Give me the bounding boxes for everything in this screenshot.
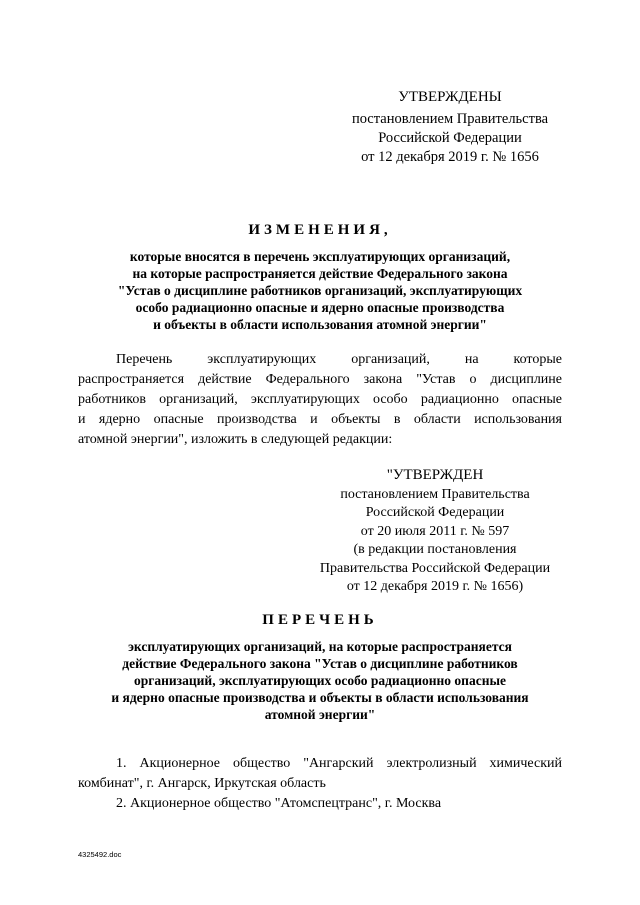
changes-subtitle [70, 248, 570, 333]
paragraph-line: и ядерно опасные производства и объекты в области использования [78, 412, 562, 427]
body-paragraph [78, 350, 562, 450]
approval-heading: УТВЕРЖДЕНЫ [398, 89, 502, 105]
quoted-approval-line: от 12 декабря 2019 г. № 1656) [346, 579, 524, 594]
list-item [78, 754, 562, 794]
quoted-approval-block [310, 466, 560, 597]
organization-list [78, 754, 562, 814]
paragraph-line: работников организаций, эксплуатирующих особо радиационно опасные [78, 392, 562, 407]
subtitle-line: и объекты в области использования атомной энергии" [153, 317, 487, 332]
list-item [78, 794, 562, 814]
subtitle-line: организаций, эксплуатирующих особо радиационно опасные [133, 673, 507, 688]
paragraph-line: распространяется действие Федерального закона "Устав о дисциплине [78, 372, 562, 387]
quoted-approval-line: постановлением Правительства [340, 486, 530, 502]
list-subtitle [70, 638, 570, 723]
subtitle-line: которые вносятся в перечень эксплуатирующих организаций, [129, 249, 511, 264]
subtitle-line: на которые распространяется действие Федерального закона [132, 266, 508, 281]
approval-line: Российской Федерации [378, 130, 522, 146]
subtitle-line: эксплуатирующих организаций, на которые распространяется [128, 639, 512, 654]
paragraph-line: атомной энергии", изложить в следующей редакции: [78, 432, 393, 447]
subtitle-line: и ядерно опасные производства и объекты в области использования [111, 690, 529, 705]
subtitle-line: особо радиационно опасные и ядерно опасные производства [135, 300, 505, 315]
paragraph-line: Перечень эксплуатирующих организаций, на которые [116, 352, 562, 367]
list-item-line: комбинат", г. Ангарск, Иркутская область [78, 776, 326, 791]
approval-line: постановлением Правительства [351, 111, 549, 127]
quoted-approval-line: (в редакции постановления [353, 542, 517, 557]
quoted-approval-line: от 20 июля 2011 г. № 597 [360, 523, 510, 539]
approval-line: от 12 декабря 2019 г. № 1656 [361, 149, 539, 165]
approval-block [330, 88, 570, 167]
subtitle-line: действие Федерального закона "Устав о дисциплине работников [122, 656, 518, 671]
document-id: 4325492.doc [78, 850, 122, 859]
quoted-approval-heading: "УТВЕРЖДЕН [386, 467, 484, 483]
changes-title: ИЗМЕНЕНИЯ, [248, 222, 392, 238]
subtitle-line: атомной энергии" [264, 707, 376, 722]
list-title: ПЕРЕЧЕНЬ [262, 612, 378, 628]
list-item-line: 2. Акционерное общество "Атомспецтранс", г. Москва [116, 796, 442, 811]
subtitle-line: "Устав о дисциплине работников организаций, эксплуатирующих [117, 283, 523, 298]
list-item-line: 1. Акционерное общество "Ангарский электролизный химический [116, 756, 562, 771]
quoted-approval-line: Правительства Российской Федерации [319, 560, 551, 576]
quoted-approval-line: Российской Федерации [365, 505, 505, 520]
